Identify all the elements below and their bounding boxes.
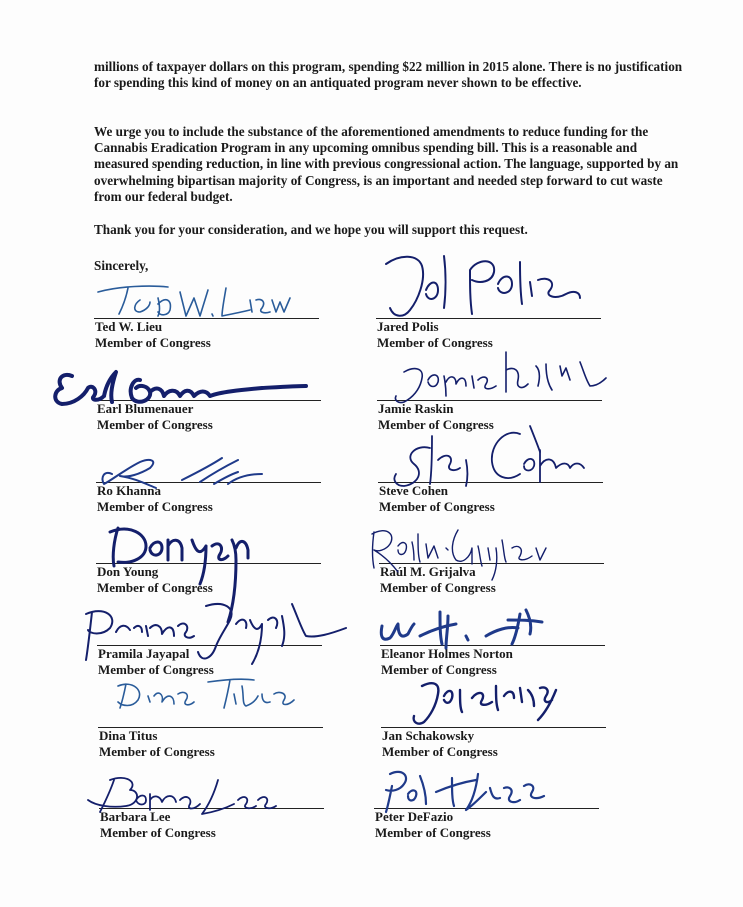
signature-block-ro-khanna [96, 482, 321, 552]
signatory-name: Earl Blumenauer [97, 401, 194, 416]
signatory-name: Jared Polis [377, 319, 439, 334]
signatory-title: Member of Congress [377, 335, 493, 350]
signature-block-jan-schakowsky [381, 727, 606, 797]
signature-block-jamie-raskin [377, 400, 602, 470]
signatory-name: Jan Schakowsky [382, 728, 475, 743]
signatory-name: Dina Titus [99, 728, 158, 743]
letter-paragraph-3: Thank you for your consideration, and we hope you will support this request. [94, 222, 528, 237]
signatory-name: Barbara Lee [100, 809, 171, 824]
signatory-title: Member of Congress [382, 744, 498, 759]
signature-ted-lieu [98, 286, 290, 316]
signatory-title: Member of Congress [380, 580, 496, 595]
signature-block-dina-titus [98, 727, 323, 797]
letter-paragraph-2: We urge you to include the substance of the aforementioned amendments to reduce funding for the Cannabis Eradication Program in any upcoming omnibus spending bill. This is a reasonable and measured spending reduction, in line with previous congressional action. The language, supported by an overwhelming bipartisan majority of Congress, is an important and needed step forward to cut waste from our federal budget. [94, 124, 679, 204]
signatory-title: Member of Congress [100, 825, 216, 840]
signatory-title: Member of Congress [99, 744, 215, 759]
signature-block-jared-polis [376, 318, 601, 388]
signatory-name: Peter DeFazio [375, 809, 454, 824]
signatory-title: Member of Congress [97, 417, 213, 432]
signatory-name: Pramila Jayapal [98, 646, 190, 661]
signatory-name: Raúl M. Grijalva [380, 564, 476, 579]
signatory-title: Member of Congress [95, 335, 211, 350]
signatory-title: Member of Congress [378, 417, 494, 432]
signature-block-barbara-lee [99, 808, 324, 878]
signature-block-raul-grijalva [379, 563, 604, 633]
signature-block-earl-blumenauer [96, 400, 321, 470]
signature-block-peter-defazio [374, 808, 599, 878]
signatory-title: Member of Congress [97, 580, 213, 595]
signature-block-eleanor-holmes-norton [380, 645, 605, 715]
letter-paragraph-1: millions of taxpayer dollars on this program, spending $22 million in 2015 alone. There is no justification for spending this kind of money on an antiquated program never shown to be effective. [94, 59, 683, 91]
signatory-title: Member of Congress [97, 499, 213, 514]
signatory-title: Member of Congress [381, 662, 497, 677]
signatory-name: Jamie Raskin [378, 401, 454, 416]
signatory-title: Member of Congress [379, 499, 495, 514]
signature-block-steve-cohen [378, 482, 603, 552]
signature-block-pramila-jayapal [97, 645, 322, 715]
signature-block-ted-lieu [94, 318, 319, 388]
signatory-title: Member of Congress [375, 825, 491, 840]
signatory-name: Ro Khanna [97, 483, 161, 498]
signatory-name: Steve Cohen [379, 483, 448, 498]
signatory-name: Don Young [97, 564, 159, 579]
letter-closing: Sincerely, [94, 258, 149, 273]
signature-jared-polis [386, 256, 580, 316]
signatory-name: Eleanor Holmes Norton [381, 646, 513, 661]
signatory-title: Member of Congress [98, 662, 214, 677]
signature-block-don-young [96, 563, 321, 633]
signatory-name: Ted W. Lieu [95, 319, 163, 334]
